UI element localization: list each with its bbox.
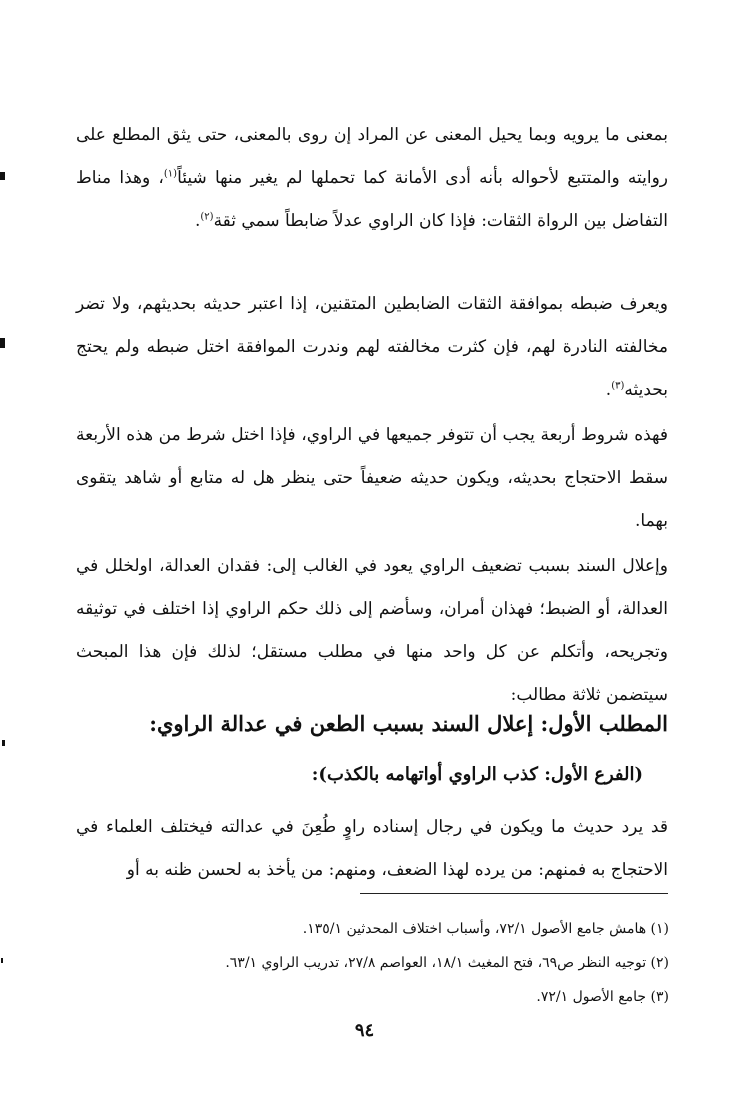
body-paragraph-4: وإعلال السند بسبب تضعيف الراوي يعود في الغالب إلى: فقدان العدالة، اولخلل في العدالة، أو الضبط؛ فهذان أمران، وسأضم إلى ذلك حكم الراوي إذا اختلف في توثيقه وتجريحه، وأتكلم عن كل واحد منها في مطلب مستقل؛ لذلك فإن هذا المبحث سيتضمن ثلاثة مطالب: (76, 556, 668, 705)
body-paragraph-3: فهذه شروط أربعة يجب أن تتوفر جميعها في الراوي، فإذا اختل شرط من هذه الأربعة سقط الاحتجاج بحديثه، ويكون حديثه ضعيفاً حتى ينظر هل له متابع أو شاهد يتقوى بهما. (76, 425, 668, 531)
page-number: ٩٤ (354, 1020, 375, 1041)
footnote-ref-3: (٣) (611, 380, 625, 392)
paragraph-end: . (605, 380, 612, 400)
margin-mark (0, 338, 5, 348)
margin-mark (1, 958, 3, 963)
footnote-ref-2: (٢) (200, 211, 214, 223)
paragraph-text: ويعرف ضبطه بموافقة الثقات الضابطين المتقنين، إذا اعتبر حديثه بحديثهم، ولا تضر مخالفته النادرة لهم، فإن كثرت مخالفته لهم وندرت الموافقة اختل ضبطه ولم يحتج بحديثه (76, 294, 668, 400)
paragraph-text: بمعنى ما يرويه وبما يحيل المعنى عن المراد إن روى بالمعنى، حتى يثق المطلع على روايته والمتتبع لأحواله بأنه أدى الأمانة كما تحملها لم يغير منها شيئاً (76, 125, 668, 188)
body-paragraph-2 (76, 283, 668, 412)
footnote-2: (٢) توجيه النظر ص٦٩، فتح المغيث ١٨/١، العواصم ٢٧/٨، تدريب الراوي ٦٣/١. (225, 955, 669, 971)
body-paragraph-5: قد يرد حديث ما ويكون في رجال إسناده راوٍ طُعِنَ في عدالته فيختلف العلماء في الاحتجاج به فمنهم: من يرده لهذا الضعف، ومنهم: من يأخذ به لحسن ظنه به أو (76, 817, 668, 880)
footnote-3: (٣) جامع الأصول ٧٢/١. (536, 989, 669, 1005)
paragraph-continuation: ، وهذا مناط التفاضل بين الرواة الثقات: فإذا كان الراوي عدلاً ضابطاً سمي ثقة (76, 168, 668, 231)
footnote-divider (360, 893, 668, 894)
margin-mark (0, 172, 5, 180)
margin-mark (2, 740, 5, 746)
paragraph-end: . (194, 211, 201, 231)
section-title: المطلب الأول: إعلال السند بسبب الطعن في عدالة الراوي: (149, 711, 668, 736)
subsection-title: (الفرع الأول: كذب الراوي أواتهامه بالكذب): (311, 764, 643, 785)
footnote-ref-1: (١) (163, 168, 178, 180)
footnotes (69, 912, 669, 1014)
body-paragraph-1 (76, 114, 668, 243)
footnote-1: (١) هامش جامع الأصول ٧٢/١، وأسباب اختلاف المحدثين ١٣٥/١. (302, 921, 669, 937)
